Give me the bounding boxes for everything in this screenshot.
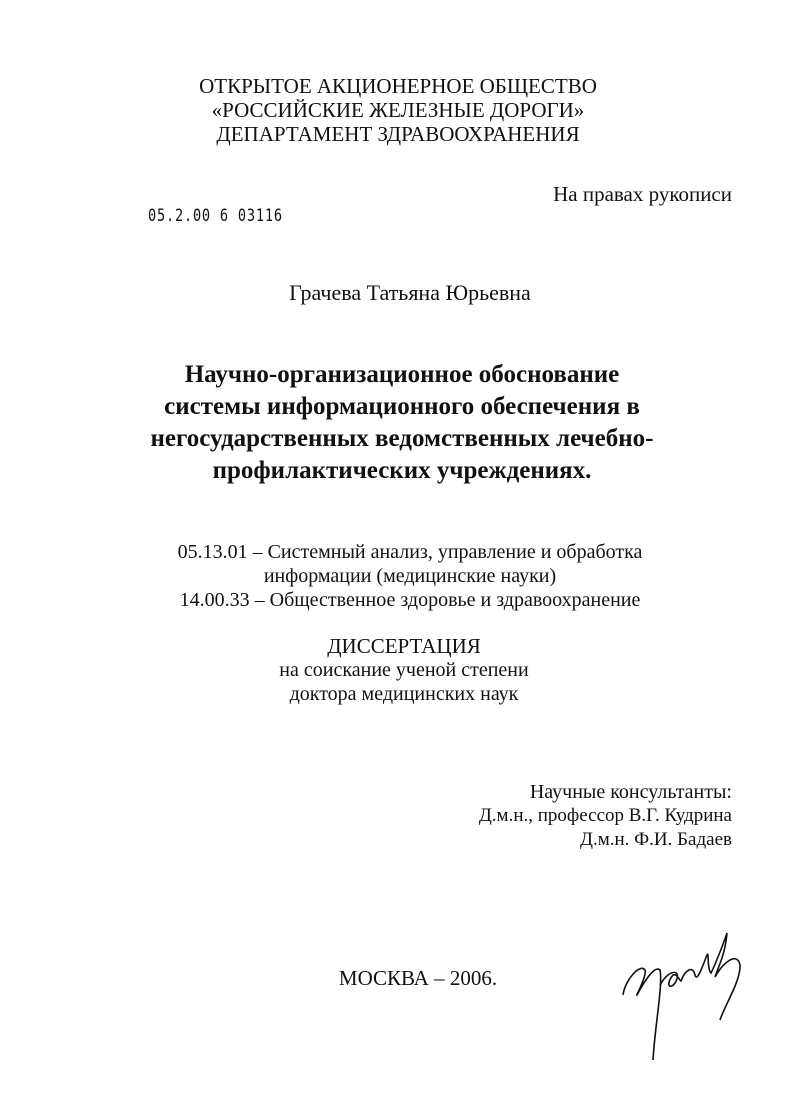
header-line: ДЕПАРТАМЕНТ ЗДРАВООХРАНЕНИЯ xyxy=(216,122,580,146)
title-line: Научно-организационное обоснование xyxy=(184,361,620,388)
header-line: ОТКРЫТОЕ АКЦИОНЕРНОЕ ОБЩЕСТВО xyxy=(199,74,597,98)
degree-statement xyxy=(6,634,796,706)
consultant: Д.м.н. Ф.И. Бадаев xyxy=(580,829,732,850)
dissertation-title xyxy=(4,359,796,487)
consultant: Д.м.н., профессор В.Г. Кудрина xyxy=(478,805,732,826)
scientific-consultants xyxy=(479,780,732,852)
specialties xyxy=(12,540,796,612)
header-line: «РОССИЙСКИЕ ЖЕЛЕЗНЫЕ ДОРОГИ» xyxy=(211,98,585,122)
organization-header xyxy=(0,74,796,146)
author-name: Грачева Татьяна Юрьевна xyxy=(289,280,531,305)
degree-line: доктора медицинских наук xyxy=(289,683,519,705)
degree-line: на соискание ученой степени xyxy=(279,659,529,681)
handwritten-signature xyxy=(615,925,765,1065)
specialty-line: информации (медицинские науки) xyxy=(263,565,557,587)
dissertation-label: ДИССЕРТАЦИЯ xyxy=(327,634,481,658)
registry-stamp-number: 05.2.00 6 03116 xyxy=(148,206,283,226)
title-line: системы информационного обеспечения в xyxy=(164,393,640,420)
specialty-line: 14.00.33 – Общественное здоровье и здравоохранение xyxy=(179,589,641,611)
consultants-label: Научные консультанты: xyxy=(529,781,732,803)
title-line: негосударственных ведомственных лечебно- xyxy=(150,425,654,452)
manuscript-rights-note: На правах рукописи xyxy=(553,182,732,206)
specialty-line: 05.13.01 – Системный анализ, управление и обработка xyxy=(177,541,643,563)
city-year: МОСКВА – 2006. xyxy=(338,966,498,990)
title-line: профилактических учреждениях. xyxy=(212,457,592,484)
